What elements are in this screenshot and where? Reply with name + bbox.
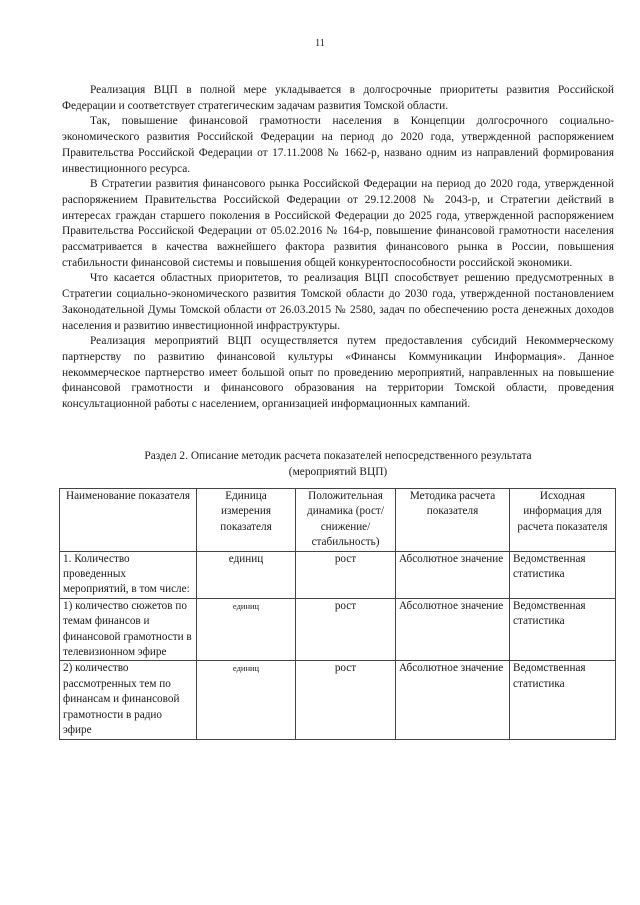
header-unit: Единица измерения показателя	[197, 489, 296, 552]
header-method: Методика расчета показателя	[396, 489, 510, 552]
cell-source: Ведомственная статистика	[510, 551, 616, 598]
header-indicator-name: Наименование показателя	[60, 489, 197, 552]
cell-method: Абсолютное значение	[396, 551, 510, 598]
cell-unit: единиц	[197, 598, 296, 661]
cell-method: Абсолютное значение	[396, 598, 510, 661]
page-number: 11	[315, 38, 325, 49]
cell-unit: единиц	[197, 661, 296, 739]
paragraph: Так, повышение финансовой грамотности населения в Концепции долгосрочного социально-экономического развития Российской Федерации на период до 2020 года, утвержденной распоряжением Правительства Российской Федерации от 17.11.2008 № 1662-р, названо одним из направлений формирования инвестиционного ресурса.	[62, 115, 614, 175]
cell-dynamics: рост	[296, 661, 396, 739]
cell-source: Ведомственная статистика	[510, 661, 616, 739]
paragraph: Реализация мероприятий ВЦП осуществляется путем предоставления субсидий Некоммерческому партнерству по развитию финансовой культуры «Финансы Коммуникации Информация». Данное некоммерческое партнерство имеет большой опыт по проведению мероприятий, направленных на повышение финансовой грамотности и финансового образования на территории Томской области, проведения консультационной работы с населением, организацией информационных кампаний.	[62, 335, 614, 411]
table-row	[60, 551, 616, 598]
cell-dynamics: рост	[296, 551, 396, 598]
paragraph: Что касается областных приоритетов, то реализация ВЦП способствует решению предусмотренных в Стратегии социально-экономического развития Томской области до 2030 года, утвержденной постановлением Законодательной Думы Томской области от 26.03.2015 № 2580, задач по обеспечению роста денежных доходов населения и развитию инвестиционной инфраструктуры.	[62, 272, 614, 332]
body-text	[62, 83, 614, 413]
header-dynamics: Положительная динамика (рост/снижение/ стабильность)	[296, 489, 396, 552]
cell-name: 1. Количество проведенных мероприятий, в том числе:	[60, 551, 197, 598]
cell-name: 1) количество сюжетов по темам финансов и финансовой грамотности в телевизионном эфире	[60, 598, 197, 661]
paragraph: Реализация ВЦП в полной мере укладывается в долгосрочные приоритеты развития Российской Федерации и соответствует стратегическим задачам развития Томской области.	[62, 84, 614, 112]
section-heading	[62, 449, 614, 480]
section-subtitle: (мероприятий ВЦП)	[288, 465, 388, 478]
header-source: Исходная информация для расчета показателя	[510, 489, 616, 552]
table-row	[60, 661, 616, 739]
cell-method: Абсолютное значение	[396, 661, 510, 739]
table-row	[60, 598, 616, 661]
table-header-row	[60, 489, 616, 552]
paragraph: В Стратегии развития финансового рынка Российской Федерации на период до 2020 года, утвержденной распоряжением Правительства Российской Федерации от 29.12.2008 № 2043-р, и Стратегии действий в интересах граждан старшего поколения в Российской Федерации до 2025 года, утвержденной распоряжением Правительства Российской Федерации от 05.02.2016 № 164-р, повышение финансовой грамотности населения рассматривается в качества важнейшего фактора развития финансового рынка в России, повышения стабильности финансовой системы и повышения общей конкурентоспособности российской экономики.	[62, 178, 614, 269]
indicators-table	[59, 488, 616, 740]
cell-source: Ведомственная статистика	[510, 598, 616, 661]
cell-unit: единиц	[197, 551, 296, 598]
cell-dynamics: рост	[296, 598, 396, 661]
cell-name: 2) количество рассмотренных тем по финансам и финансовой грамотности в радио эфире	[60, 661, 197, 739]
section-title: Раздел 2. Описание методик расчета показателей непосредственного результата	[144, 450, 532, 462]
